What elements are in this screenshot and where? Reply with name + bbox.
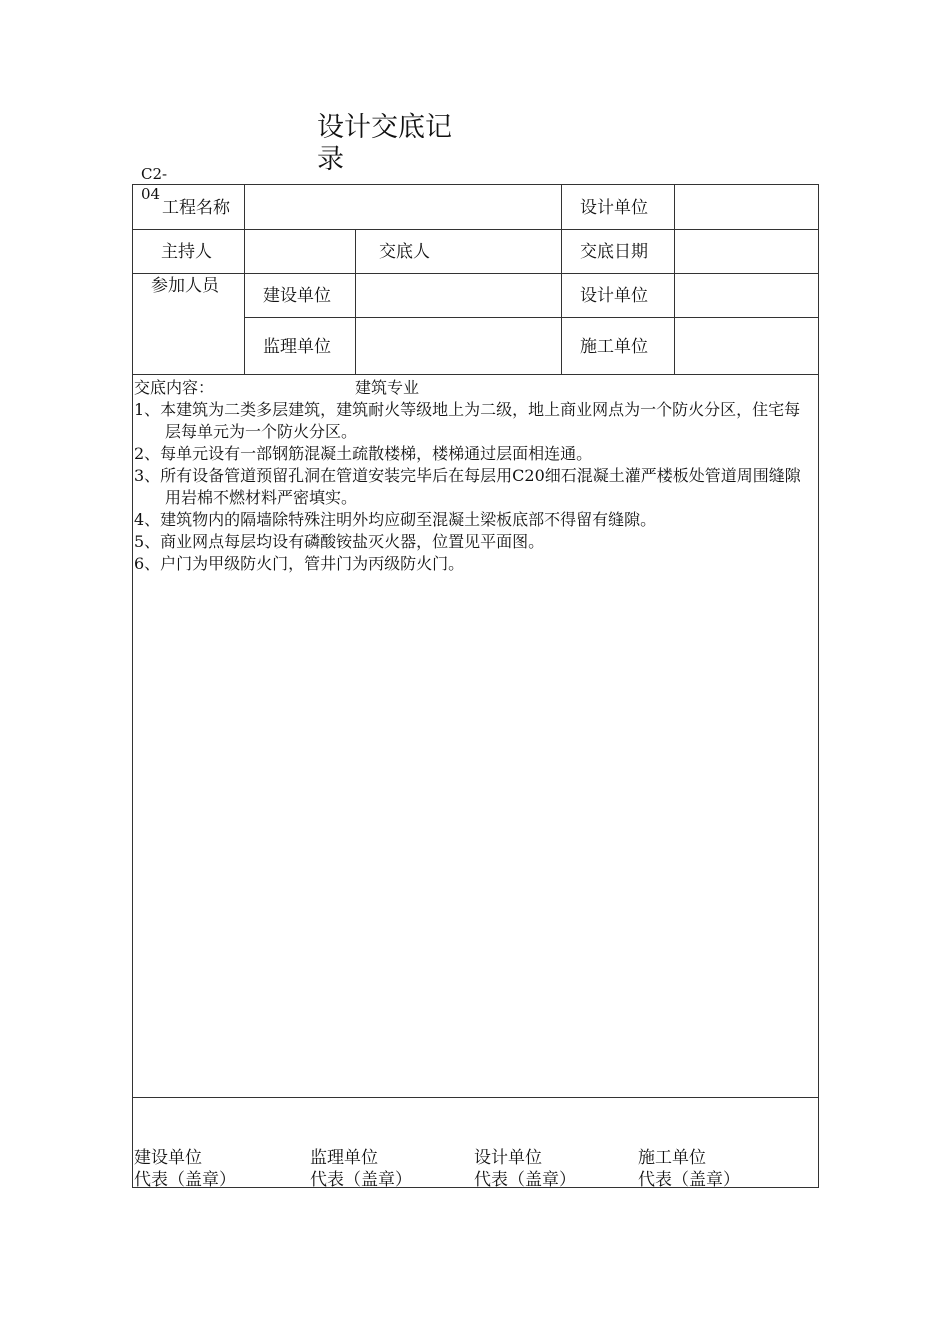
signature-rep-label: 代表（盖章） xyxy=(134,1170,236,1190)
column-divider xyxy=(561,185,562,374)
participants-label: 参加人员 xyxy=(151,276,219,296)
form-code: C2-04 xyxy=(141,165,168,203)
content-item: 1、本建筑为二类多层建筑，建筑耐火等级地上为二级，地上商业网点为一个防火分区，住宅每层每单元为一个防火分区。 xyxy=(134,400,801,441)
column-divider xyxy=(244,185,245,374)
host-label: 主持人 xyxy=(161,242,212,262)
signature-rep-label: 代表（盖章） xyxy=(474,1170,576,1190)
presenter-label: 交底人 xyxy=(379,242,430,262)
content-item: 5、商业网点每层均设有磷酸铵盐灭火器，位置见平面图。 xyxy=(134,532,545,551)
row-divider xyxy=(133,1097,818,1098)
signature-unit-label: 施工单位 xyxy=(638,1148,706,1168)
project-name-label: 工程名称 xyxy=(162,198,230,218)
construction-unit-label: 建设单位 xyxy=(263,286,331,306)
row-divider xyxy=(133,374,818,375)
contractor-unit-label: 施工单位 xyxy=(580,337,648,357)
column-divider xyxy=(674,185,675,374)
document-title: 设计交底记录 xyxy=(317,112,452,175)
content-item: 6、户门为甲级防火门，管井门为丙级防火门。 xyxy=(134,554,465,573)
signature-rep-label: 代表（盖章） xyxy=(310,1170,412,1190)
content-label: 交底内容： xyxy=(134,378,215,397)
signature-construction-unit xyxy=(134,1147,236,1191)
content-item: 2、每单元设有一部钢筋混凝土疏散楼梯，楼梯通过层面相连通。 xyxy=(134,444,593,463)
content-item: 4、建筑物内的隔墙除特殊注明外均应砌至混凝土梁板底部不得留有缝隙。 xyxy=(134,510,657,529)
briefing-content xyxy=(134,377,806,575)
signature-unit-label: 监理单位 xyxy=(310,1148,378,1168)
content-header xyxy=(134,377,806,399)
signature-unit-label: 建设单位 xyxy=(134,1148,202,1168)
discipline-label: 建筑专业 xyxy=(355,378,420,397)
row-divider xyxy=(244,317,818,318)
design-unit-label: 设计单位 xyxy=(580,198,648,218)
briefing-date-label: 交底日期 xyxy=(580,242,648,262)
signature-rep-label: 代表（盖章） xyxy=(638,1170,740,1190)
supervision-unit-label: 监理单位 xyxy=(263,337,331,357)
content-item: 3、所有设备管道预留孔洞在管道安装完毕后在每层用C20细石混凝土灌严楼板处管道周围缝隙用岩棉不燃材料严密填实。 xyxy=(134,466,801,507)
signature-supervision-unit xyxy=(310,1147,412,1191)
design-briefing-form xyxy=(132,184,819,1188)
column-divider xyxy=(355,229,356,374)
row-divider xyxy=(133,229,818,230)
participant-design-unit-label: 设计单位 xyxy=(580,286,648,306)
row-divider xyxy=(133,273,818,274)
signature-design-unit xyxy=(474,1147,576,1191)
signature-unit-label: 设计单位 xyxy=(474,1148,542,1168)
signature-contractor-unit xyxy=(638,1147,740,1191)
